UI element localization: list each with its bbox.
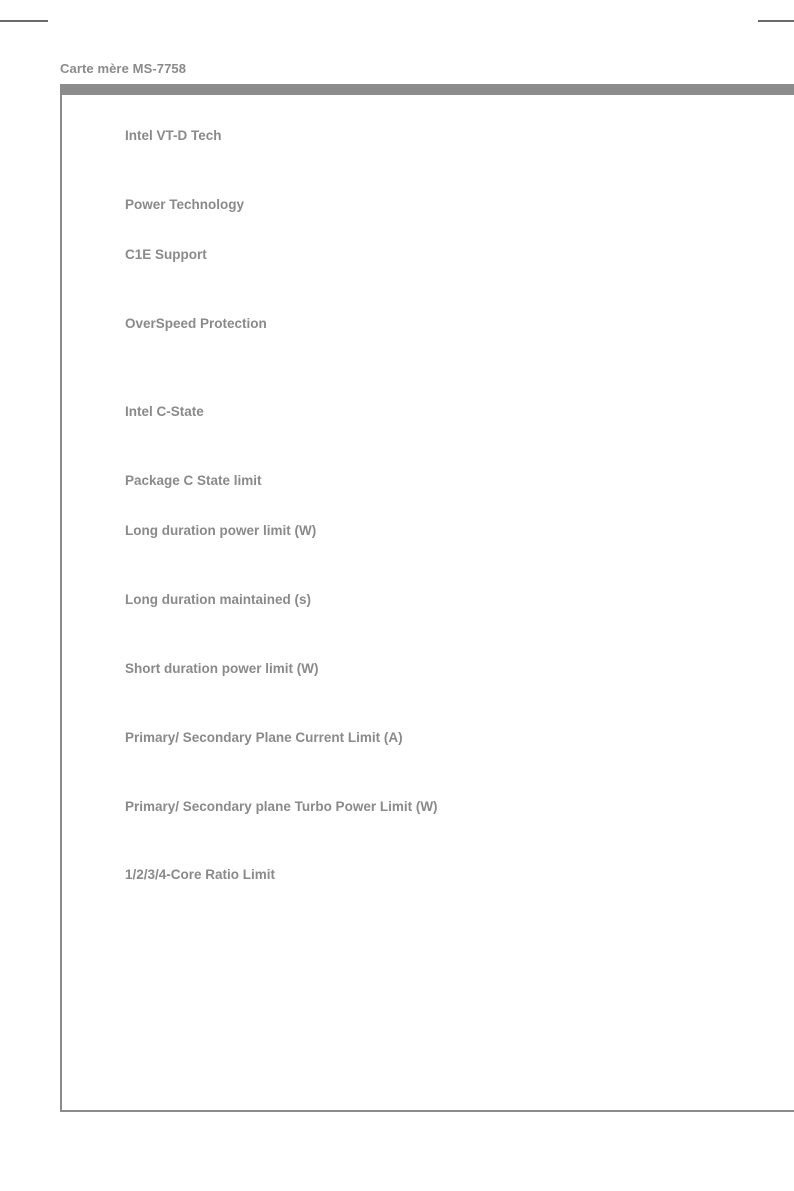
setting-intel-vtd-tech: Intel VT-D Tech — [125, 128, 222, 143]
setting-package-c-state-limit: Package C State limit — [125, 473, 262, 488]
setting-overspeed-protection: OverSpeed Protection — [125, 316, 267, 331]
setting-intel-c-state: Intel C-State — [125, 404, 204, 419]
page-header-title: Carte mère MS-7758 — [60, 61, 187, 76]
setting-power-technology: Power Technology — [125, 197, 245, 212]
header-bar — [60, 84, 794, 95]
setting-plane-turbo-power-limit: Primary/ Secondary plane Turbo Power Limit (W) — [125, 799, 438, 814]
setting-long-duration-maintained: Long duration maintained (s) — [125, 592, 311, 607]
setting-c1e-support: C1E Support — [125, 247, 207, 262]
setting-long-duration-power-limit: Long duration power limit (W) — [125, 523, 317, 538]
setting-plane-current-limit: Primary/ Secondary Plane Current Limit (A) — [125, 730, 403, 745]
setting-short-duration-power-limit: Short duration power limit (W) — [125, 661, 319, 676]
crop-marks — [0, 0, 794, 32]
setting-core-ratio-limit: 1/2/3/4-Core Ratio Limit — [125, 867, 276, 882]
